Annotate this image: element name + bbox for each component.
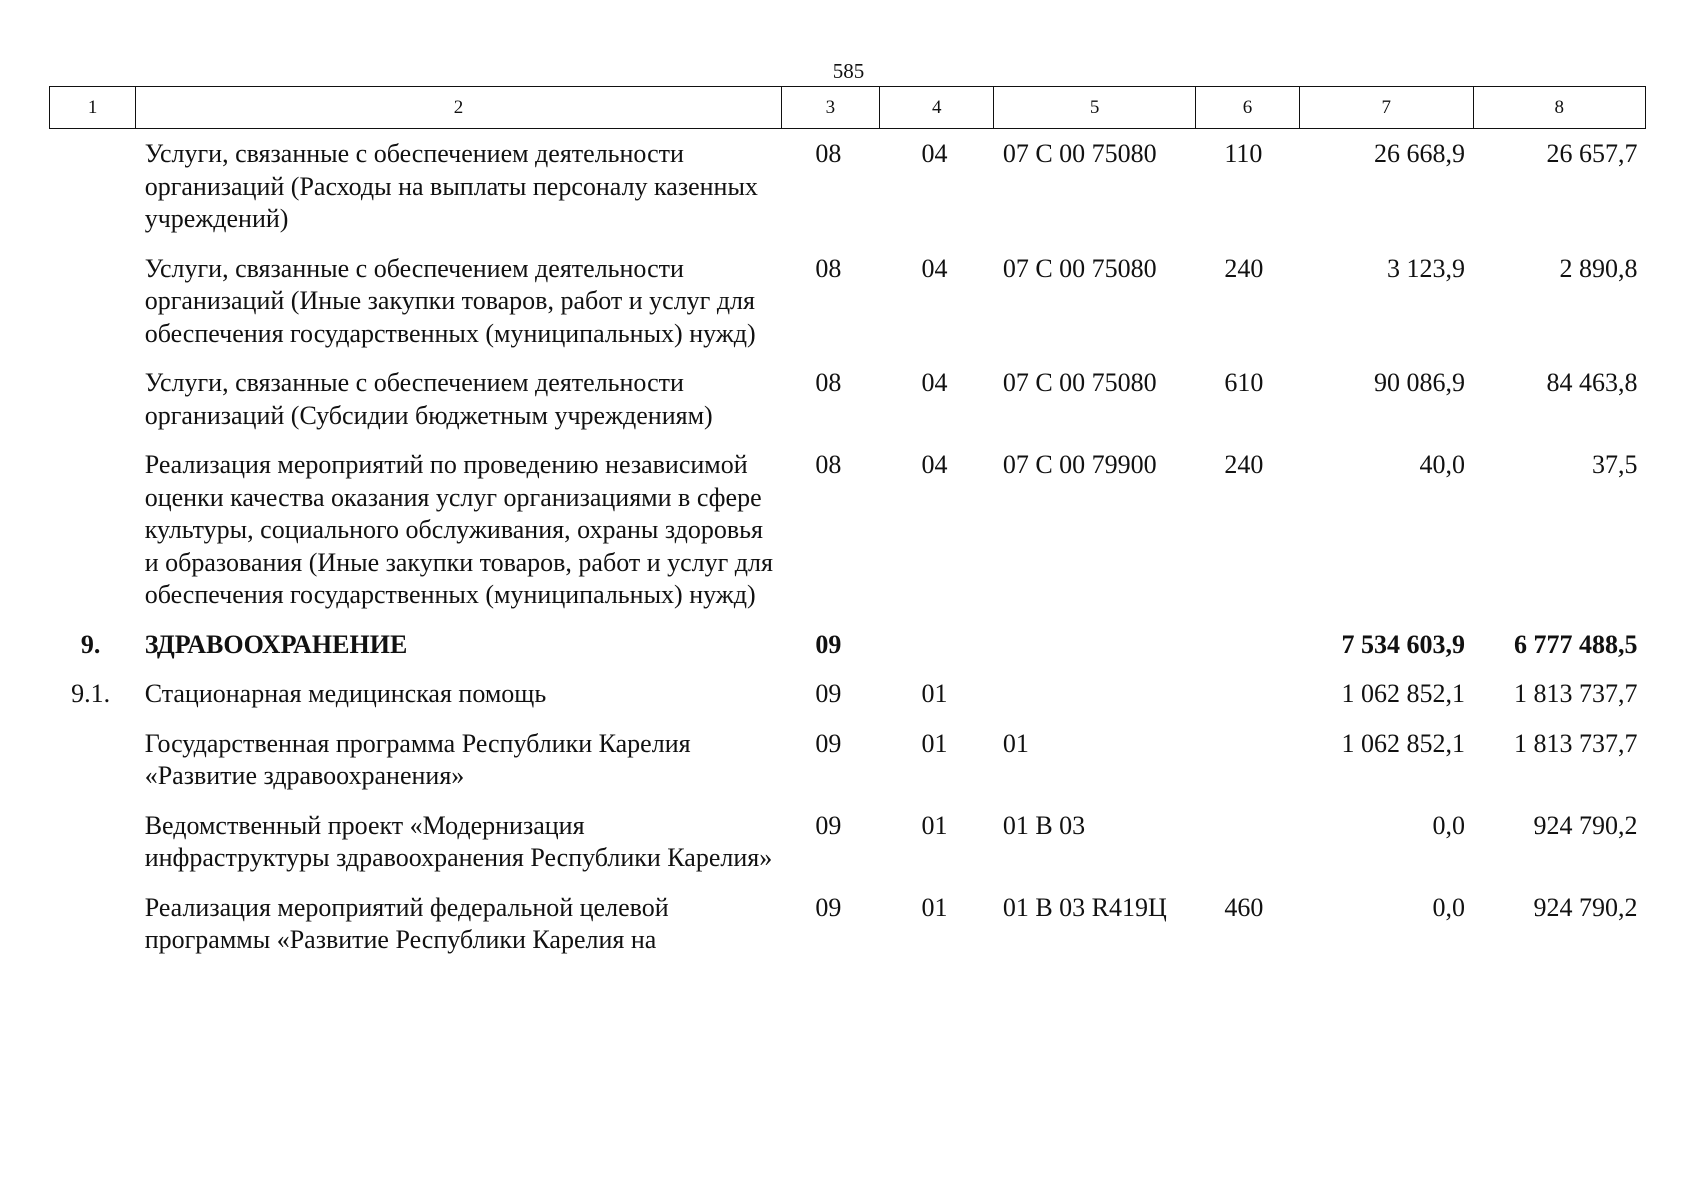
table-row [50, 129, 1646, 245]
row-target-code: 07 С 00 75080 [1002, 139, 1157, 168]
row-amount-2: 84 463,8 [1546, 368, 1638, 397]
row-number [50, 720, 136, 802]
row-number [50, 245, 136, 360]
row-amount-2: 26 657,7 [1546, 139, 1638, 168]
page-number: 585 [832, 59, 865, 83]
row-target-code: 07 С 00 75080 [1002, 368, 1157, 397]
row-amount-1: 1 062 852,1 [1341, 679, 1465, 708]
row-section-code: 09 [815, 728, 842, 758]
row-target-code: 01 В 03 [1002, 810, 1086, 840]
table-header [50, 87, 1646, 129]
table-row [50, 670, 1646, 720]
row-subsection-code [880, 621, 994, 671]
table-row [50, 359, 1646, 441]
row-subsection-code: 01 [921, 810, 948, 840]
row-target-code: 01 В 03 R419Ц [1002, 892, 1167, 922]
table-row [50, 245, 1646, 360]
budget-table [49, 86, 1646, 966]
row-target-code: 07 С 00 79900 [1002, 450, 1157, 479]
table-row [50, 441, 1646, 621]
row-name: ЗДРАВООХРАНЕНИЕ [144, 629, 408, 659]
row-amount-1: 1 062 852,1 [1341, 728, 1465, 758]
row-amount-1: 40,0 [1419, 450, 1465, 479]
row-section-code: 09 [815, 892, 842, 922]
column-header: 3 [781, 87, 879, 129]
table-body [50, 129, 1646, 966]
row-name: Услуги, связанные с обеспечением деятельности организаций (Иные закупки товаров, работ и услуг для обеспечения государственных (муниципальных) нужд) [144, 253, 756, 348]
row-section-code: 09 [815, 629, 842, 659]
row-target-code [994, 670, 1196, 720]
row-number [50, 802, 136, 884]
row-amount-2: 924 790,2 [1533, 810, 1638, 840]
column-header: 8 [1473, 87, 1646, 129]
row-expense-type: 240 [1224, 450, 1264, 479]
row-amount-2: 924 790,2 [1533, 892, 1638, 922]
row-name: Ведомственный проект «Модернизация инфраструктуры здравоохранения Республики Карелия» [144, 810, 773, 872]
row-amount-2: 37,5 [1592, 450, 1638, 479]
row-subsection-code: 04 [921, 253, 948, 283]
row-target-code [994, 621, 1196, 671]
row-subsection-code: 04 [921, 450, 948, 479]
row-number [50, 129, 136, 245]
row-section-code: 09 [815, 810, 842, 840]
row-amount-1: 0,0 [1432, 810, 1465, 840]
row-number: 9.1. [71, 679, 111, 708]
row-name: Реализация мероприятий по проведению независимой оценки качества оказания услуг организациями в сфере культуры, социального обслуживания, охраны здоровья и образования (Иные закупки товаров, работ и услуг для обеспечения государственных (муниципальных) нужд) [144, 450, 773, 609]
column-header: 1 [50, 87, 136, 129]
row-subsection-code: 04 [921, 368, 948, 397]
row-number [50, 884, 136, 966]
row-number: 9. [80, 629, 101, 659]
row-amount-2: 6 777 488,5 [1514, 629, 1638, 659]
row-section-code: 08 [815, 139, 842, 168]
row-expense-type: 240 [1224, 253, 1264, 283]
header-row [50, 87, 1646, 129]
column-header: 6 [1195, 87, 1299, 129]
table-row [50, 720, 1646, 802]
row-target-code: 01 [1002, 728, 1029, 758]
row-expense-type: 610 [1224, 368, 1264, 397]
row-amount-1: 3 123,9 [1387, 253, 1465, 283]
row-amount-2: 1 813 737,7 [1514, 679, 1638, 708]
row-name: Услуги, связанные с обеспечением деятельности организаций (Субсидии бюджетным учреждениям) [144, 368, 713, 430]
row-name: Государственная программа Республики Карелия «Развитие здравоохранения» [144, 728, 691, 790]
row-amount-1: 26 668,9 [1374, 139, 1465, 168]
row-subsection-code: 01 [921, 679, 948, 708]
row-amount-1: 7 534 603,9 [1341, 629, 1465, 659]
column-header: 5 [994, 87, 1196, 129]
row-expense-type [1195, 621, 1299, 671]
row-expense-type [1195, 670, 1299, 720]
row-amount-2: 1 813 737,7 [1514, 728, 1638, 758]
row-subsection-code: 01 [921, 728, 948, 758]
row-subsection-code: 04 [921, 139, 948, 168]
row-amount-2: 2 890,8 [1559, 253, 1638, 283]
row-target-code: 07 С 00 75080 [1002, 253, 1157, 283]
row-expense-type: 460 [1224, 892, 1264, 922]
row-expense-type [1195, 802, 1299, 884]
row-name: Стационарная медицинская помощь [144, 679, 547, 708]
row-name: Услуги, связанные с обеспечением деятельности организаций (Расходы на выплаты персоналу казенных учреждений) [144, 139, 758, 233]
row-subsection-code: 01 [921, 892, 948, 922]
row-section-code: 08 [815, 450, 842, 479]
table-row [50, 884, 1646, 966]
row-section-code: 08 [815, 253, 842, 283]
table-row [50, 802, 1646, 884]
row-amount-1: 90 086,9 [1374, 368, 1465, 397]
row-number [50, 359, 136, 441]
row-amount-1: 0,0 [1432, 892, 1465, 922]
column-header: 2 [136, 87, 782, 129]
column-header: 4 [880, 87, 994, 129]
row-expense-type [1195, 720, 1299, 802]
row-name: Реализация мероприятий федеральной целевой программы «Развитие Республики Карелия на [144, 892, 669, 954]
row-section-code: 09 [815, 679, 842, 708]
column-header: 7 [1300, 87, 1473, 129]
row-expense-type: 110 [1224, 139, 1263, 168]
table-row-section-total [50, 621, 1646, 671]
row-section-code: 08 [815, 368, 842, 397]
row-number [50, 441, 136, 621]
